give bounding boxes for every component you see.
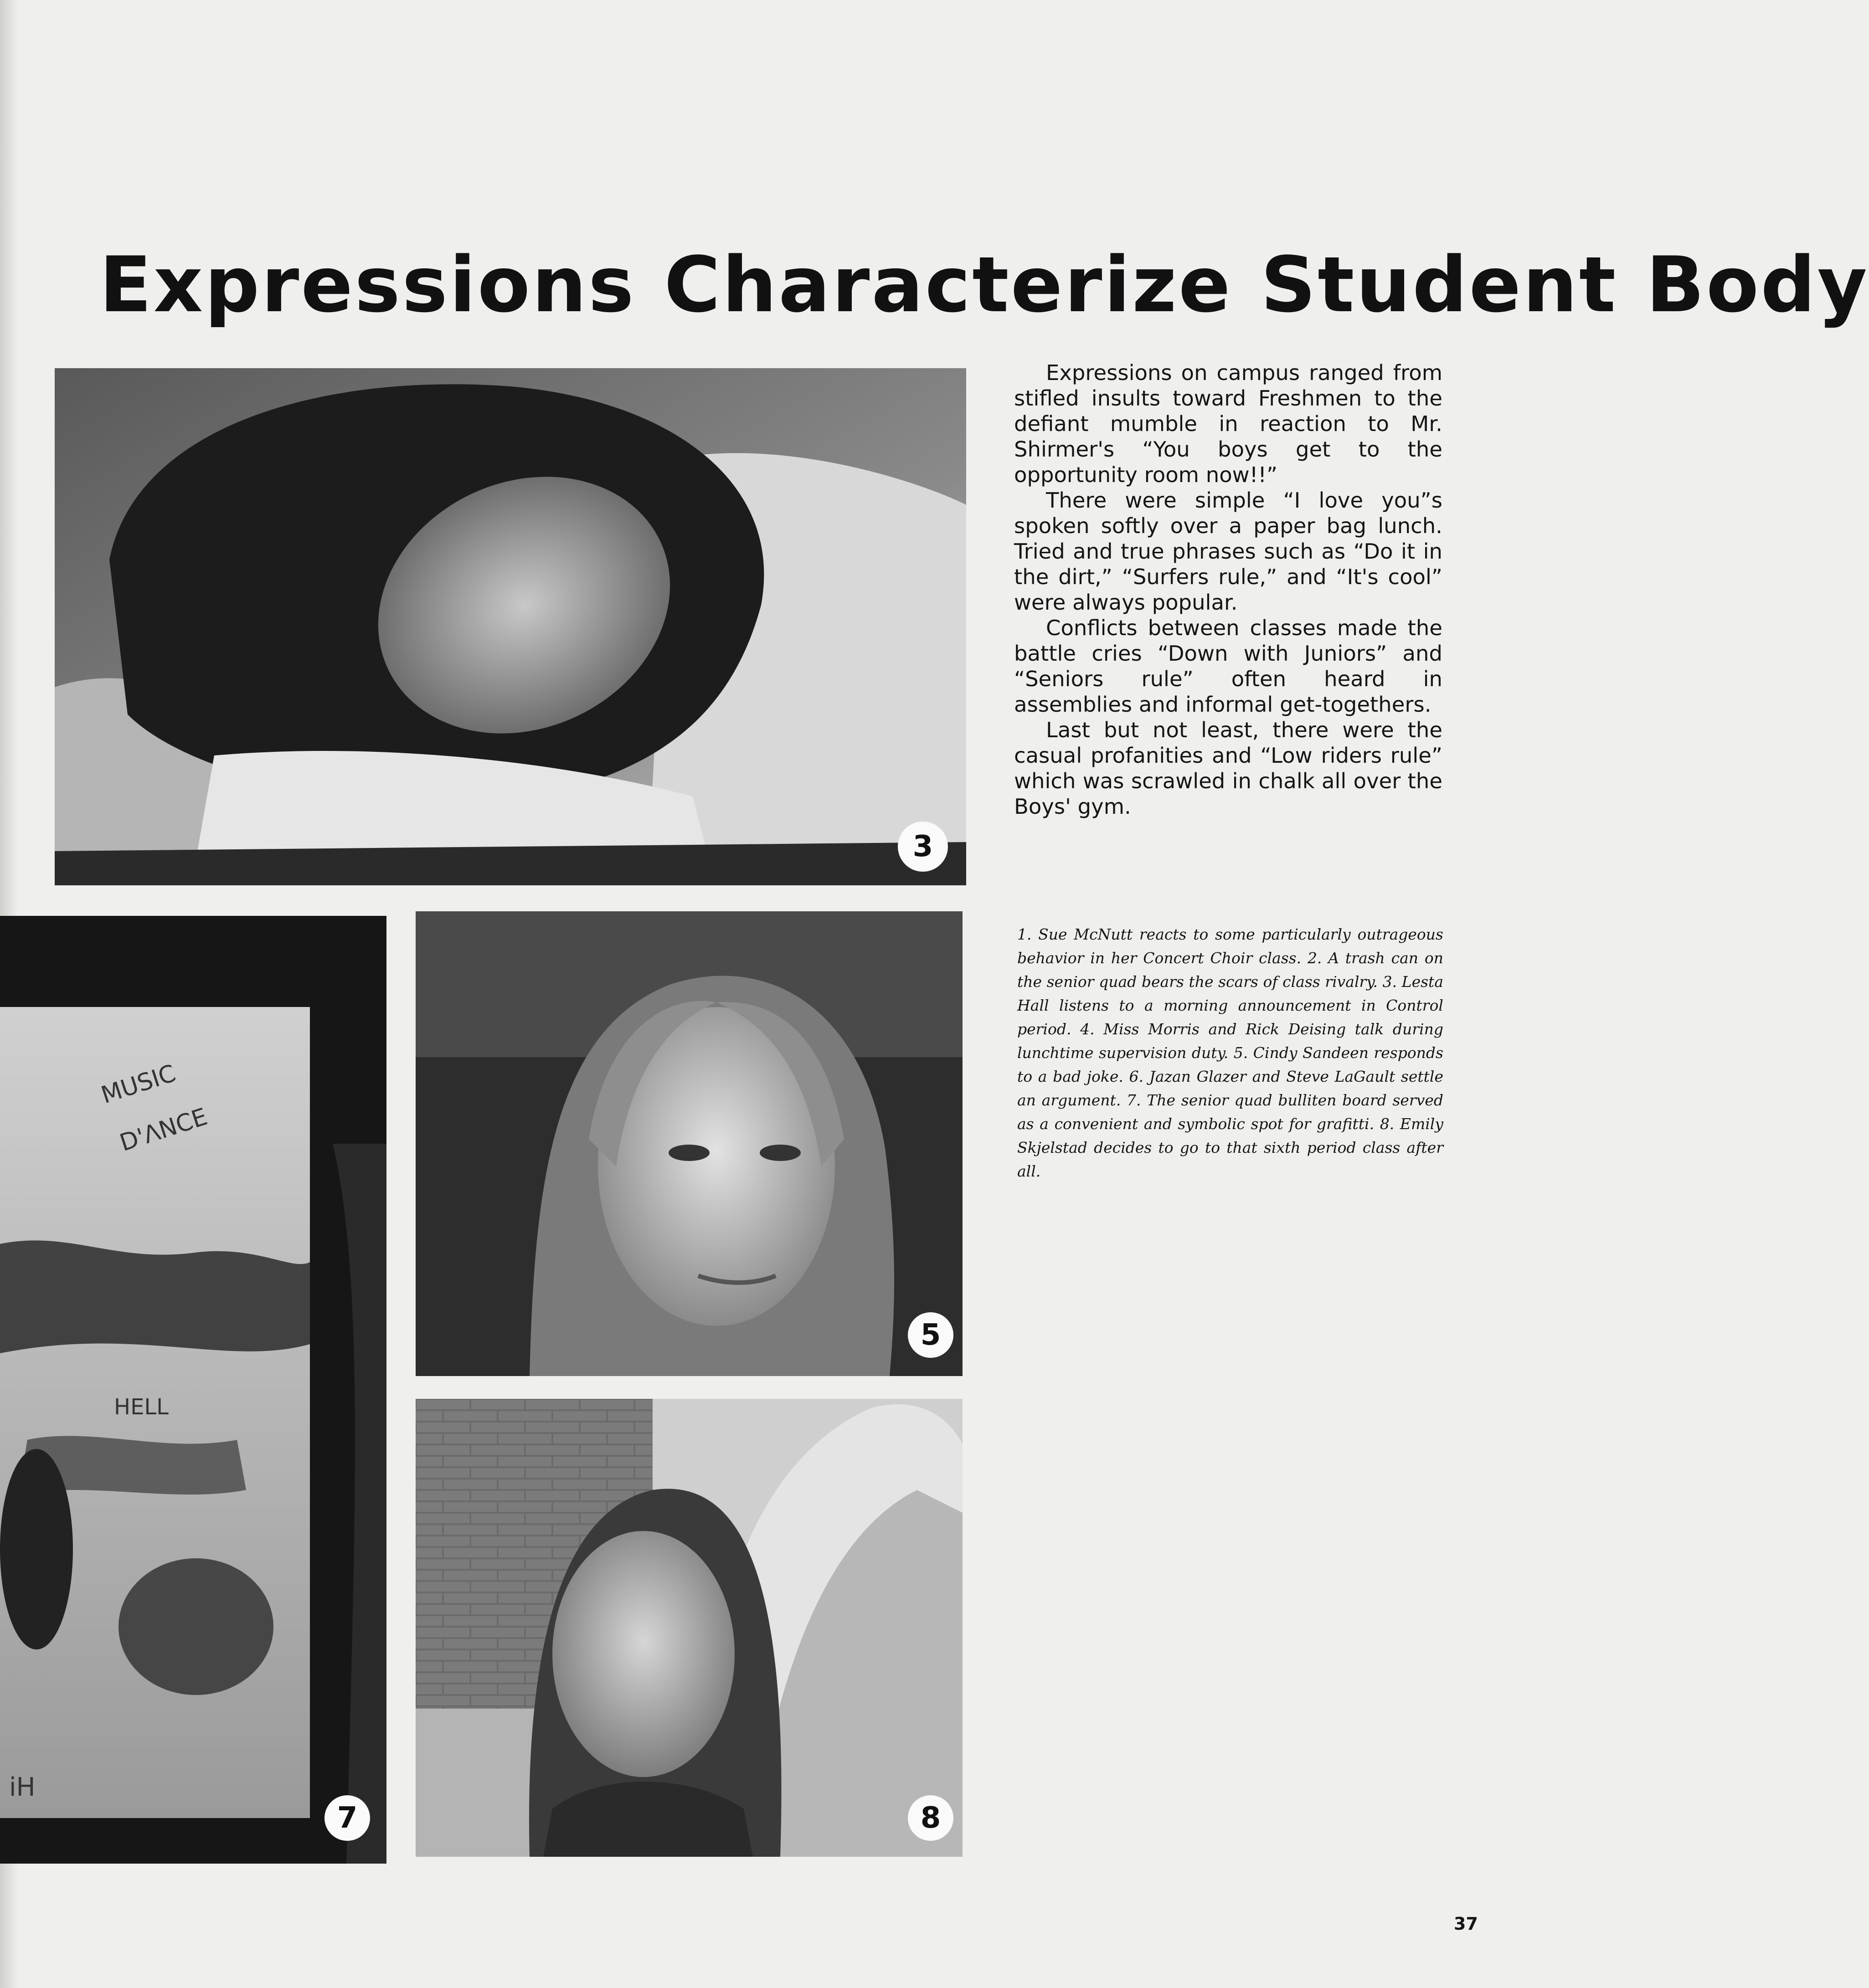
graffiti-dance: D'ΛNCE [116, 1103, 211, 1157]
photo-8 [416, 1399, 963, 1857]
article-paragraph-1: Expressions on campus ranged from stifled insults toward Freshmen to the defiant mumble in reaction to Mr. Shirmer's “You boys get to the opportunity room now!!” [1014, 360, 1442, 487]
photo-3 [55, 368, 966, 885]
photo-3-number-badge: 3 [898, 822, 948, 872]
photo-7 [0, 916, 386, 1864]
photo-5-image [416, 911, 963, 1376]
photo-8-number-badge: 8 [908, 1795, 953, 1841]
article-paragraph-4: Last but not least, there were the casual profanities and “Low riders rule” which was scrawled in chalk all over the Boys' gym. [1014, 718, 1442, 819]
photo-5 [416, 911, 963, 1376]
graffiti-hell: HELL [114, 1394, 169, 1420]
graffiti-music: MUSIC [98, 1059, 179, 1110]
article-paragraph-2: There were simple “I love you”s spoken softly over a paper bag lunch. Tried and true phrases such as “Do it in the dirt,” “Surfers rule,” and “It's cool” were always popular. [1014, 488, 1442, 615]
graffiti-ih: iH [9, 1772, 36, 1802]
photo-7-image [0, 916, 386, 1864]
photo-8-image [416, 1399, 963, 1857]
photo-3-image [55, 368, 966, 885]
photo-7-number-badge: 7 [324, 1795, 370, 1841]
article-body [1014, 360, 1442, 819]
page-title: Expressions Characterize Student Body [99, 240, 1869, 329]
page-number: 37 [1454, 1914, 1478, 1934]
photo-captions: 1. Sue McNutt reacts to some particularly outrageous behavior in her Concert Choir class. 2. A trash can on the senior quad bears the scars of class rivalry. 3. Lesta Hall listens to a morning announcement in Control period. 4. Miss Morris and Rick Deising talk during lunchtime supervision duty. 5. Cindy Sandeen responds to a bad joke. 6. Jazan Glazer and Steve LaGault settle an argument. 7. The senior quad bulliten board served as a convenient and symbolic spot for grafitti. 8. Emily Skjelstad decides to go to that sixth period class after all. [1017, 925, 1443, 1180]
photo-5-number-badge: 5 [908, 1312, 953, 1358]
article-paragraph-3: Conflicts between classes made the battle cries “Down with Juniors” and “Seniors rule” often heard in assemblies and informal get-togethers. [1014, 616, 1442, 717]
